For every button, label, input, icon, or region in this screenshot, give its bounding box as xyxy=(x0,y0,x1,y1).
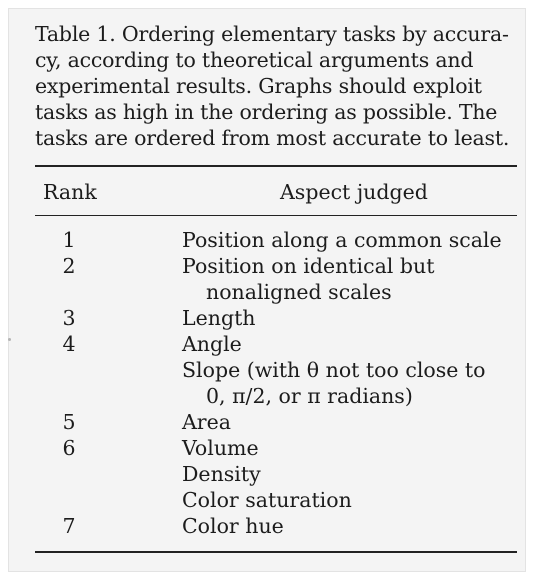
bottom-rule xyxy=(35,551,517,553)
aspect-cell: 0, π/2, or π radians) xyxy=(206,384,413,408)
table-row xyxy=(9,331,525,357)
top-rule xyxy=(35,165,517,167)
rank-cell: 4 xyxy=(62,332,76,356)
table-row xyxy=(9,279,525,305)
table-row xyxy=(9,253,525,279)
caption-line: tasks as high in the ordering as possible. The xyxy=(35,100,498,124)
caption-line: experimental results. Graphs should exploit xyxy=(35,74,482,98)
table-row xyxy=(9,487,525,513)
aspect-cell: Length xyxy=(182,306,256,330)
table-row xyxy=(9,409,525,435)
table-row xyxy=(9,513,525,539)
speck-mark xyxy=(8,338,11,341)
table-row xyxy=(9,383,525,409)
caption-line: cy, according to theoretical arguments and xyxy=(35,48,474,72)
rank-cell: 3 xyxy=(62,306,76,330)
rank-cell: 5 xyxy=(62,410,76,434)
aspect-cell: Area xyxy=(182,410,231,434)
aspect-cell: Volume xyxy=(182,436,259,460)
rank-cell: 7 xyxy=(62,514,76,538)
table-row xyxy=(9,227,525,253)
rank-header: Rank xyxy=(43,180,97,204)
rank-cell: 1 xyxy=(62,228,76,252)
caption-line: Table 1. Ordering elementary tasks by accura- xyxy=(35,22,509,46)
table-card xyxy=(8,8,526,572)
aspect-cell: Position on identical but xyxy=(182,254,435,278)
aspect-cell: Angle xyxy=(182,332,242,356)
aspect-header: Aspect judged xyxy=(280,180,428,204)
aspect-cell: nonaligned scales xyxy=(206,280,392,304)
table-caption xyxy=(35,21,517,151)
aspect-cell: Position along a common scale xyxy=(182,228,502,252)
table-row xyxy=(9,435,525,461)
caption-line: tasks are ordered from most accurate to least. xyxy=(35,126,510,150)
rank-cell: 6 xyxy=(62,436,76,460)
table-body xyxy=(9,227,525,539)
rank-cell: 2 xyxy=(62,254,76,278)
table-row xyxy=(9,305,525,331)
aspect-cell: Color hue xyxy=(182,514,284,538)
aspect-cell: Color saturation xyxy=(182,488,352,512)
table-row xyxy=(9,461,525,487)
header-rule xyxy=(35,215,517,216)
aspect-cell: Density xyxy=(182,462,261,486)
aspect-cell: Slope (with θ not too close to xyxy=(182,358,486,382)
table-row xyxy=(9,357,525,383)
